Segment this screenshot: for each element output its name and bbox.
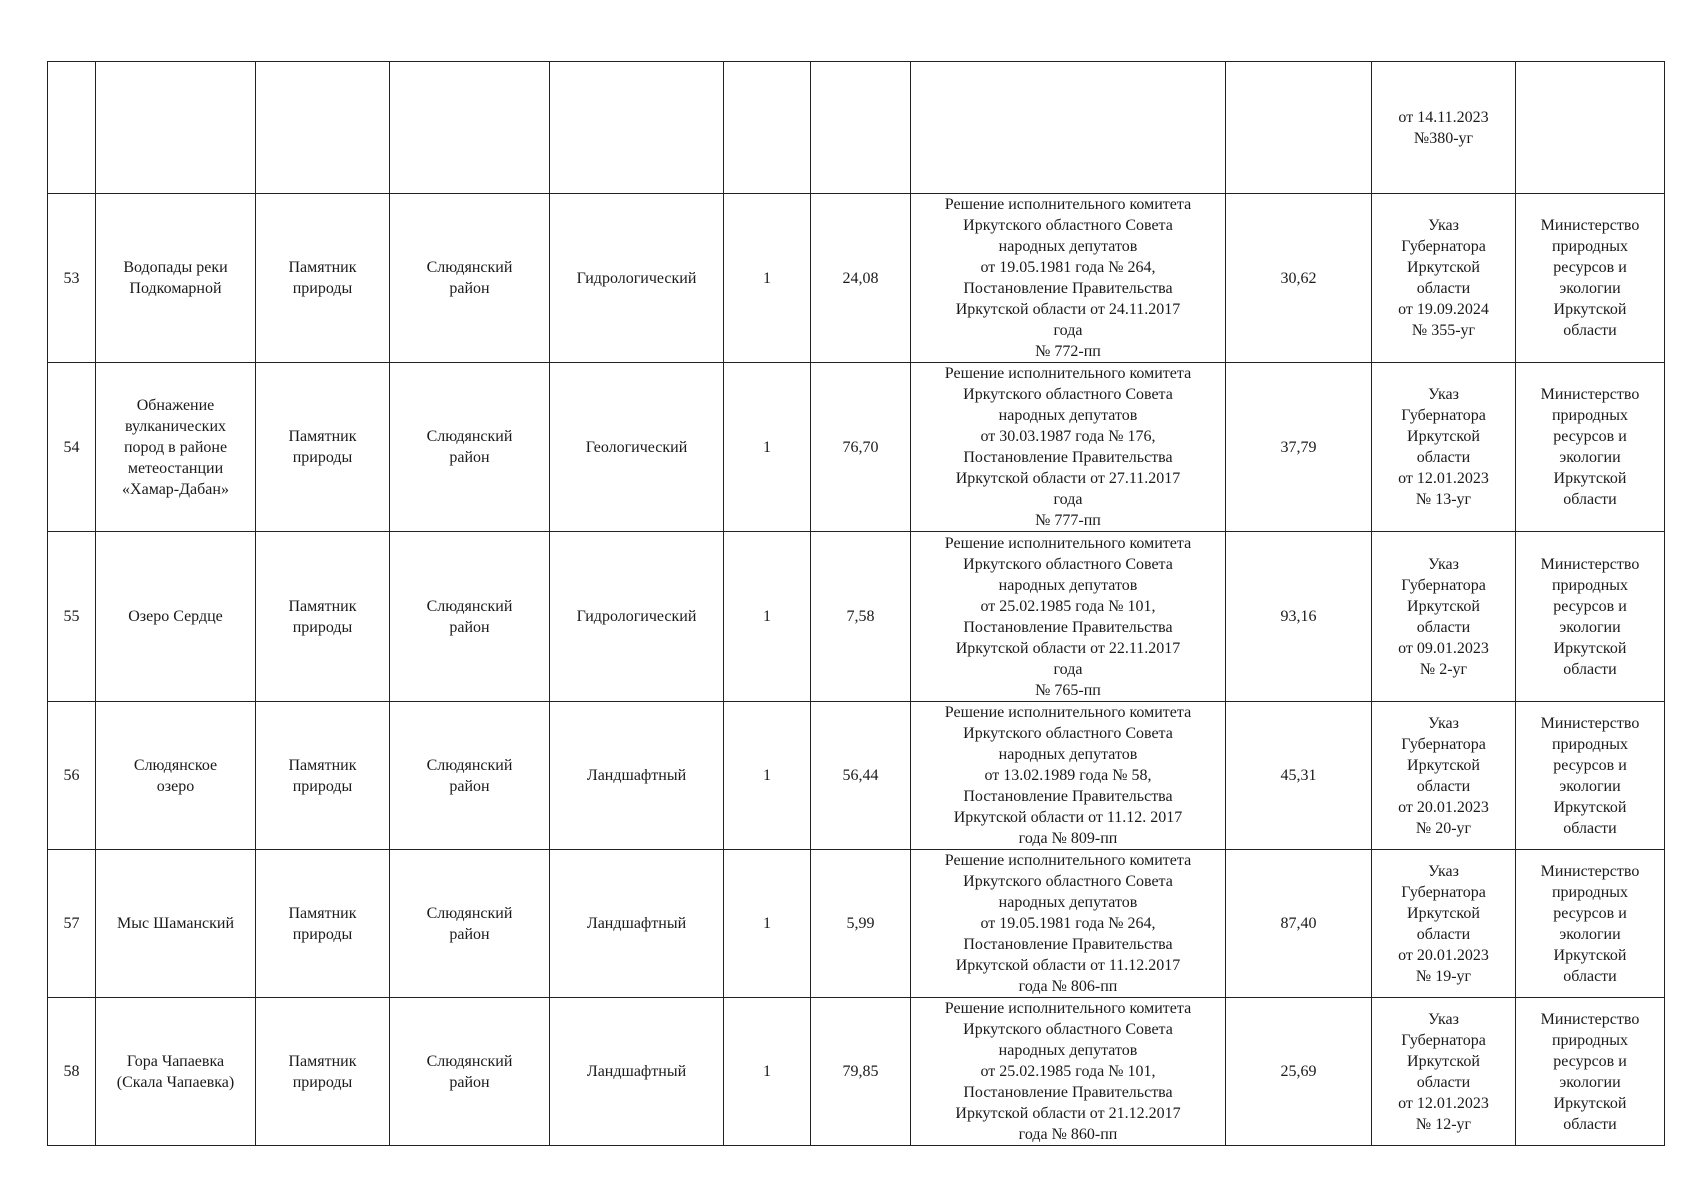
cell-profile: Гидрологический xyxy=(550,194,724,363)
cell-area: 76,70 xyxy=(811,363,911,532)
cell-authority xyxy=(1516,62,1665,194)
table-row xyxy=(48,532,1665,702)
cell-decree: Указ Губернатора Иркутской области от 12.01.2023 № 12-уг xyxy=(1372,998,1516,1146)
cell-name: Гора Чапаевка (Скала Чапаевка) xyxy=(96,998,256,1146)
cell-category: Памятник природы xyxy=(256,194,390,363)
cell-district: Слюдянский район xyxy=(390,363,550,532)
cell-area2: 25,69 xyxy=(1226,998,1372,1146)
cell-profile: Ландшафтный xyxy=(550,850,724,998)
cell-name xyxy=(96,62,256,194)
cell-basis: Решение исполнительного комитета Иркутского областного Совета народных депутатов от 25.02.1985 года № 101, Постановление Правительства Иркутской области от 22.11.2017 года № 765-пп xyxy=(911,532,1226,702)
cell-area2: 87,40 xyxy=(1226,850,1372,998)
cell-name: Водопады реки Подкомарной xyxy=(96,194,256,363)
cell-basis: Решение исполнительного комитета Иркутского областного Совета народных депутатов от 19.05.1981 года № 264, Постановление Правительства Иркутской области от 11.12.2017 года № 806-пп xyxy=(911,850,1226,998)
cell-decree: Указ Губернатора Иркутской области от 09.01.2023 № 2-уг xyxy=(1372,532,1516,702)
cell-significance: 1 xyxy=(724,363,811,532)
cell-authority: Министерство природных ресурсов и экологии Иркутской области xyxy=(1516,363,1665,532)
cell-significance: 1 xyxy=(724,998,811,1146)
cell-area: 79,85 xyxy=(811,998,911,1146)
cell-num: 58 xyxy=(48,998,96,1146)
table-row xyxy=(48,363,1665,532)
protected-areas-table xyxy=(47,61,1665,1146)
cell-district xyxy=(390,62,550,194)
cell-decree: Указ Губернатора Иркутской области от 12.01.2023 № 13-уг xyxy=(1372,363,1516,532)
cell-name: Слюдянское озеро xyxy=(96,702,256,850)
cell-decree: Указ Губернатора Иркутской области от 20.01.2023 № 19-уг xyxy=(1372,850,1516,998)
cell-name: Озеро Сердце xyxy=(96,532,256,702)
table-row xyxy=(48,850,1665,998)
cell-category: Памятник природы xyxy=(256,702,390,850)
cell-num: 54 xyxy=(48,363,96,532)
cell-basis: Решение исполнительного комитета Иркутского областного Совета народных депутатов от 19.05.1981 года № 264, Постановление Правительства Иркутской области от 24.11.2017 года № 772-пп xyxy=(911,194,1226,363)
cell-num: 55 xyxy=(48,532,96,702)
cell-area2: 93,16 xyxy=(1226,532,1372,702)
cell-basis: Решение исполнительного комитета Иркутского областного Совета народных депутатов от 25.02.1985 года № 101, Постановление Правительства Иркутской области от 21.12.2017 года № 860-пп xyxy=(911,998,1226,1146)
cell-area: 56,44 xyxy=(811,702,911,850)
cell-authority: Министерство природных ресурсов и экологии Иркутской области xyxy=(1516,194,1665,363)
cell-district: Слюдянский район xyxy=(390,998,550,1146)
cell-area: 24,08 xyxy=(811,194,911,363)
cell-profile: Ландшафтный xyxy=(550,702,724,850)
table-row xyxy=(48,998,1665,1146)
cell-area2: 30,62 xyxy=(1226,194,1372,363)
cell-profile: Геологический xyxy=(550,363,724,532)
cell-basis: Решение исполнительного комитета Иркутского областного Совета народных депутатов от 13.02.1989 года № 58, Постановление Правительства Иркутской области от 11.12. 2017 года № 809-пп xyxy=(911,702,1226,850)
cell-area2: 37,79 xyxy=(1226,363,1372,532)
cell-district: Слюдянский район xyxy=(390,194,550,363)
cell-area2 xyxy=(1226,62,1372,194)
cell-name: Мыс Шаманский xyxy=(96,850,256,998)
cell-profile xyxy=(550,62,724,194)
table-row xyxy=(48,702,1665,850)
cell-authority: Министерство природных ресурсов и экологии Иркутской области xyxy=(1516,532,1665,702)
cell-district: Слюдянский район xyxy=(390,702,550,850)
cell-area: 5,99 xyxy=(811,850,911,998)
cell-authority: Министерство природных ресурсов и экологии Иркутской области xyxy=(1516,998,1665,1146)
cell-significance: 1 xyxy=(724,532,811,702)
cell-decree: от 14.11.2023 №380-уг xyxy=(1372,62,1516,194)
cell-decree: Указ Губернатора Иркутской области от 19.09.2024 № 355-уг xyxy=(1372,194,1516,363)
cell-decree: Указ Губернатора Иркутской области от 20.01.2023 № 20-уг xyxy=(1372,702,1516,850)
cell-category xyxy=(256,62,390,194)
cell-category: Памятник природы xyxy=(256,363,390,532)
cell-basis: Решение исполнительного комитета Иркутского областного Совета народных депутатов от 30.03.1987 года № 176, Постановление Правительства Иркутской области от 27.11.2017 года № 777-пп xyxy=(911,363,1226,532)
cell-name: Обнажение вулканических пород в районе метеостанции «Хамар-Дабан» xyxy=(96,363,256,532)
cell-category: Памятник природы xyxy=(256,998,390,1146)
cell-num: 53 xyxy=(48,194,96,363)
cell-area2: 45,31 xyxy=(1226,702,1372,850)
cell-basis xyxy=(911,62,1226,194)
cell-significance: 1 xyxy=(724,702,811,850)
cell-num: 56 xyxy=(48,702,96,850)
cell-authority: Министерство природных ресурсов и экологии Иркутской области xyxy=(1516,702,1665,850)
cell-district: Слюдянский район xyxy=(390,850,550,998)
cell-significance: 1 xyxy=(724,850,811,998)
cell-significance: 1 xyxy=(724,194,811,363)
cell-area: 7,58 xyxy=(811,532,911,702)
cell-profile: Ландшафтный xyxy=(550,998,724,1146)
cell-category: Памятник природы xyxy=(256,850,390,998)
table-row xyxy=(48,194,1665,363)
cell-area xyxy=(811,62,911,194)
cell-authority: Министерство природных ресурсов и экологии Иркутской области xyxy=(1516,850,1665,998)
cell-profile: Гидрологический xyxy=(550,532,724,702)
cell-num xyxy=(48,62,96,194)
cell-district: Слюдянский район xyxy=(390,532,550,702)
cell-num: 57 xyxy=(48,850,96,998)
cell-significance xyxy=(724,62,811,194)
cell-category: Памятник природы xyxy=(256,532,390,702)
table-row-continuation xyxy=(48,62,1665,194)
